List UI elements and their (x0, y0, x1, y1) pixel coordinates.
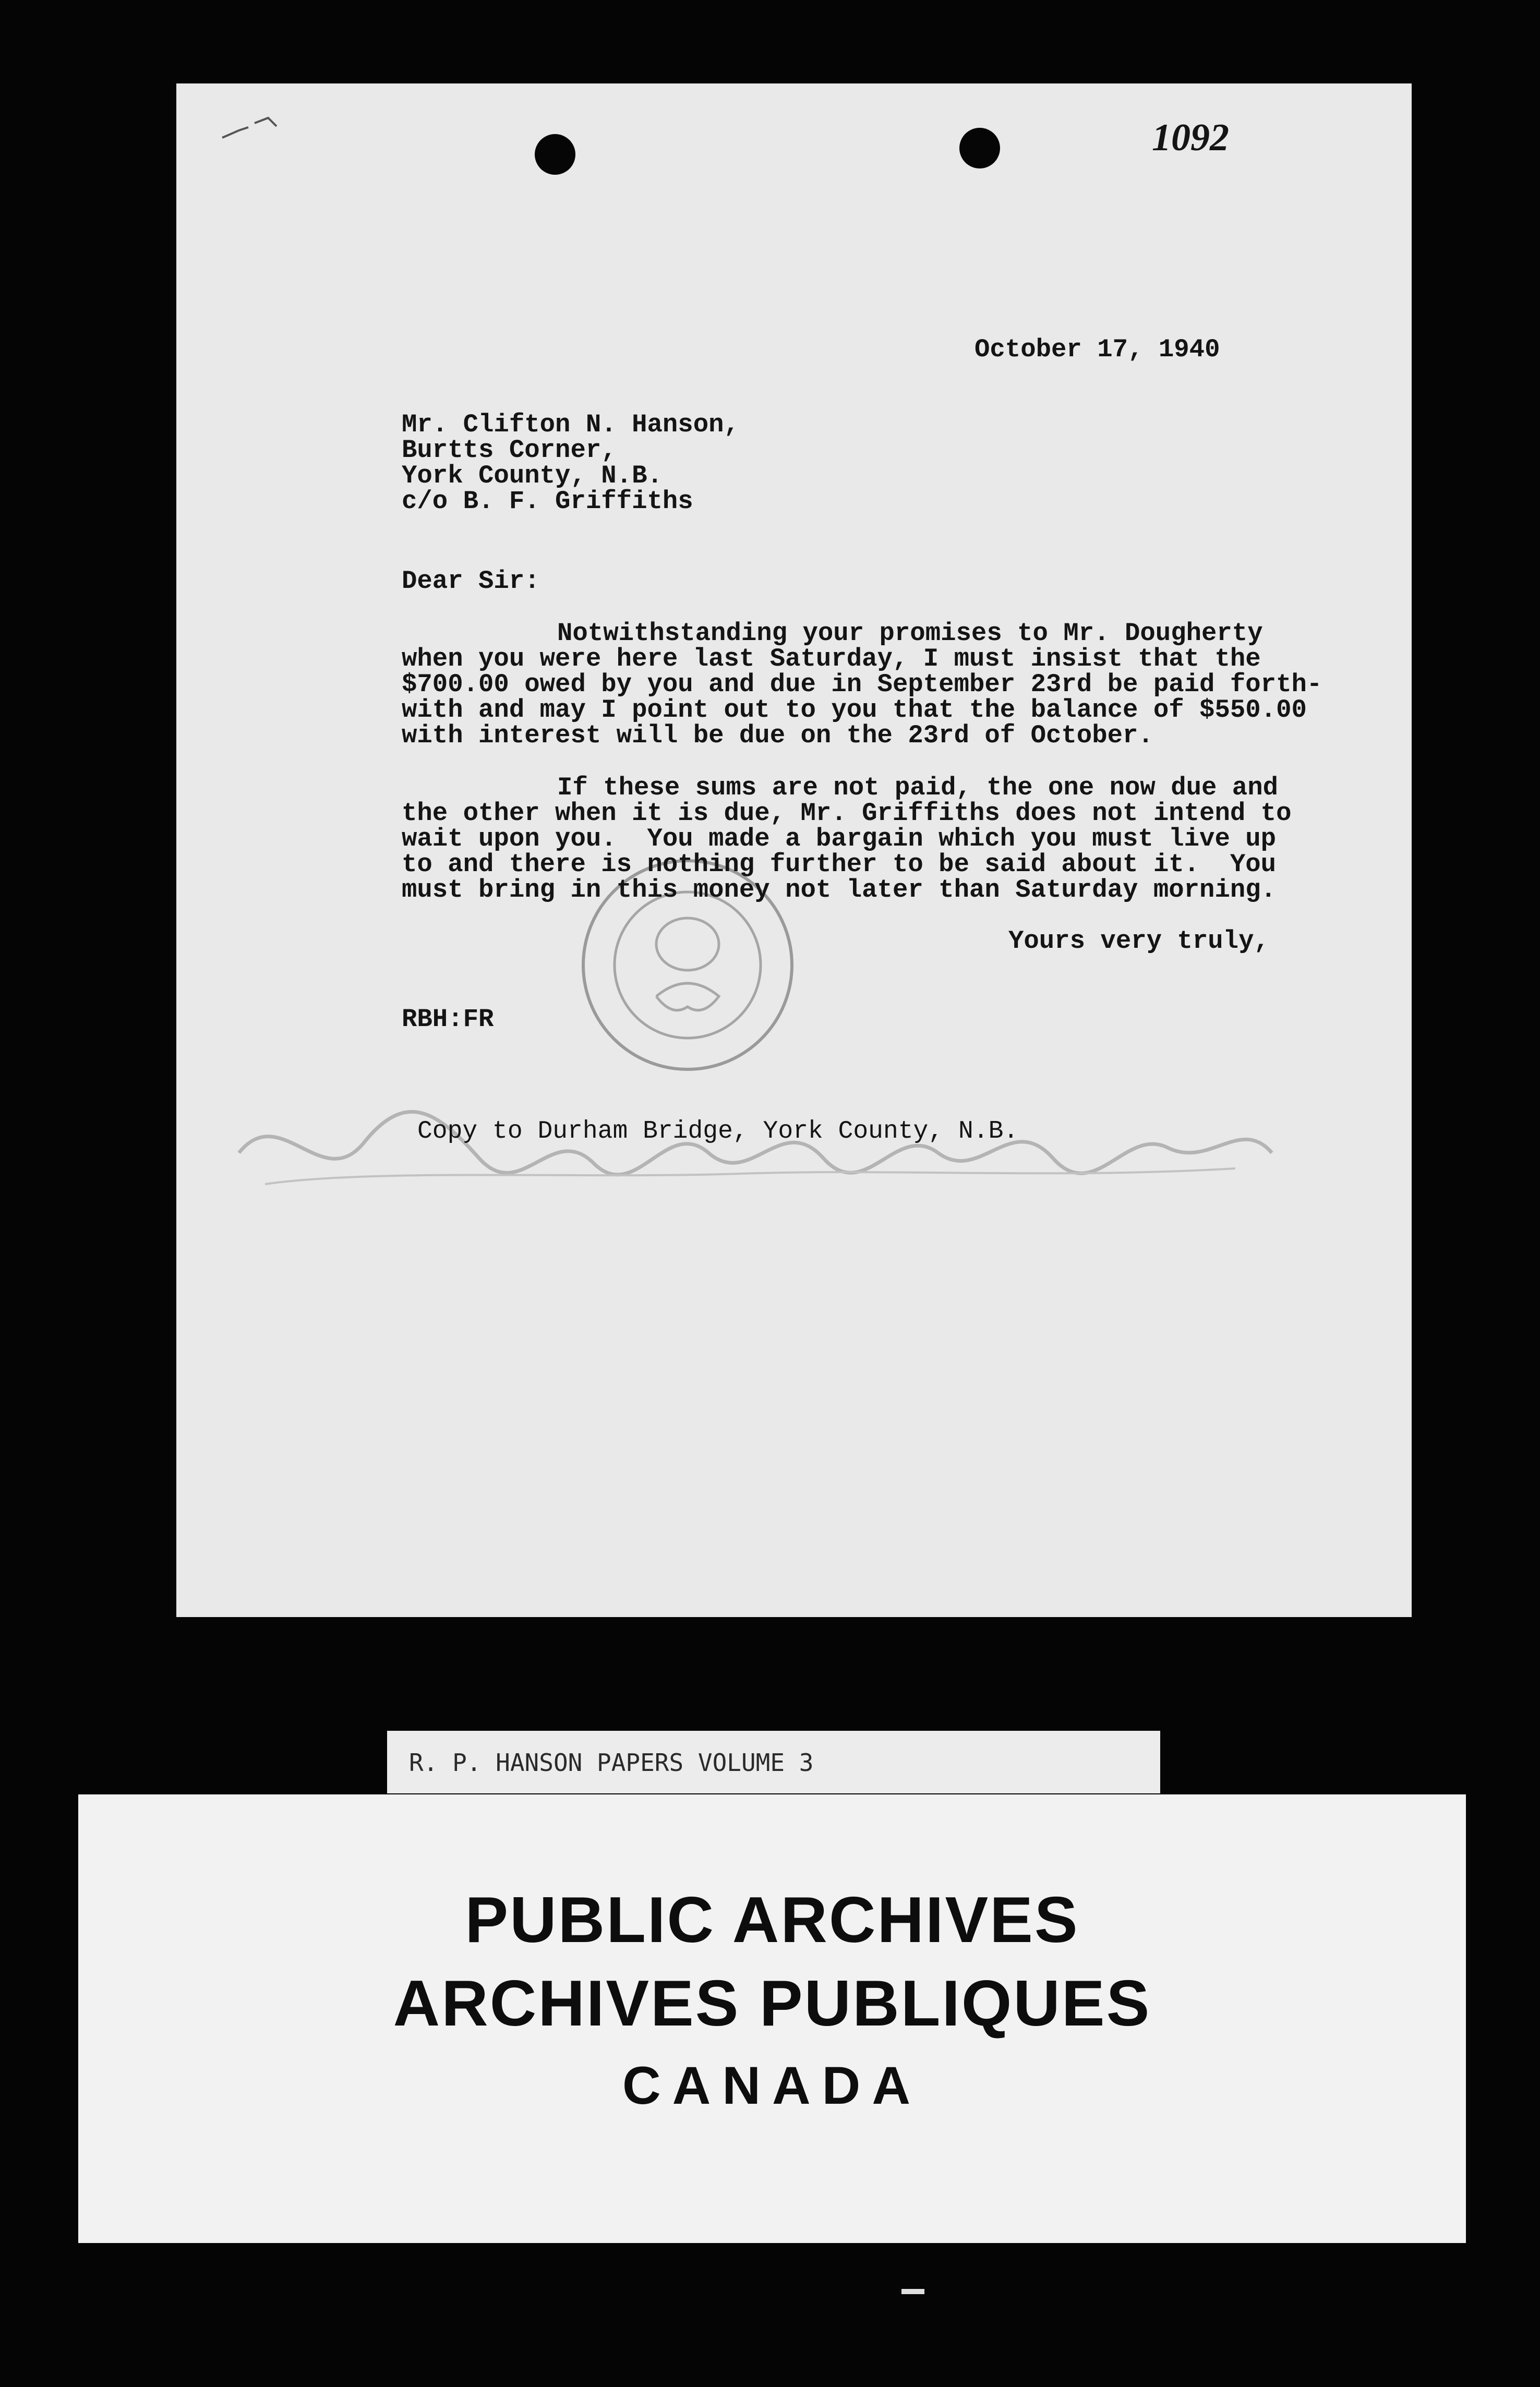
body-line: with and may I point out to you that the balance of $550.00 (402, 695, 1307, 725)
body-line: must bring in this money not later than Saturday morning. (402, 875, 1277, 905)
punch-hole-left (535, 134, 575, 175)
page-number: 1092 (1152, 116, 1229, 159)
archive-card (78, 1794, 1466, 2243)
salutation: Dear Sir: (402, 566, 540, 596)
body-line: $700.00 owed by you and due in September 23rd be paid forth- (402, 670, 1322, 699)
body-line: wait upon you. You made a bargain which you must live up (402, 824, 1277, 853)
archive-country: CANADA (622, 2056, 922, 2115)
film-mark (901, 2289, 924, 2294)
body-line: when you were here last Saturday, I must insist that the (402, 644, 1261, 673)
pencil-mark (218, 115, 281, 141)
body-line: If these sums are not paid, the one now due and (557, 773, 1279, 802)
body-line: with interest will be due on the 23rd of October. (402, 721, 1153, 750)
body-line: Notwithstanding your promises to Mr. Dougherty (557, 619, 1263, 648)
punch-hole-right (959, 128, 1000, 168)
address-line: Mr. Clifton N. Hanson, (402, 410, 739, 439)
closing: Yours very truly, (1008, 926, 1269, 956)
volume-label: R. P. HANSON PAPERS VOLUME 3 (387, 1731, 1160, 1793)
address-line: Burtts Corner, (402, 436, 617, 465)
address-line: York County, N.B. (402, 461, 663, 490)
handwritten-note-faint (218, 1090, 1293, 1205)
body-line: to and there is nothing further to be said about it. You (402, 850, 1277, 879)
archive-title-english: PUBLIC ARCHIVES (465, 1884, 1079, 1956)
letter-page (176, 83, 1412, 1617)
body-line: the other when it is due, Mr. Griffiths does not intend to (402, 799, 1292, 828)
archive-title-french: ARCHIVES PUBLIQUES (393, 1968, 1151, 2040)
typist-initials: RBH:FR (402, 1005, 494, 1034)
address-line: c/o B. F. Griffiths (402, 487, 693, 516)
letter-date: October 17, 1940 (974, 335, 1220, 364)
copy-note: Copy to Durham Bridge, York County, N.B. (417, 1117, 1019, 1146)
